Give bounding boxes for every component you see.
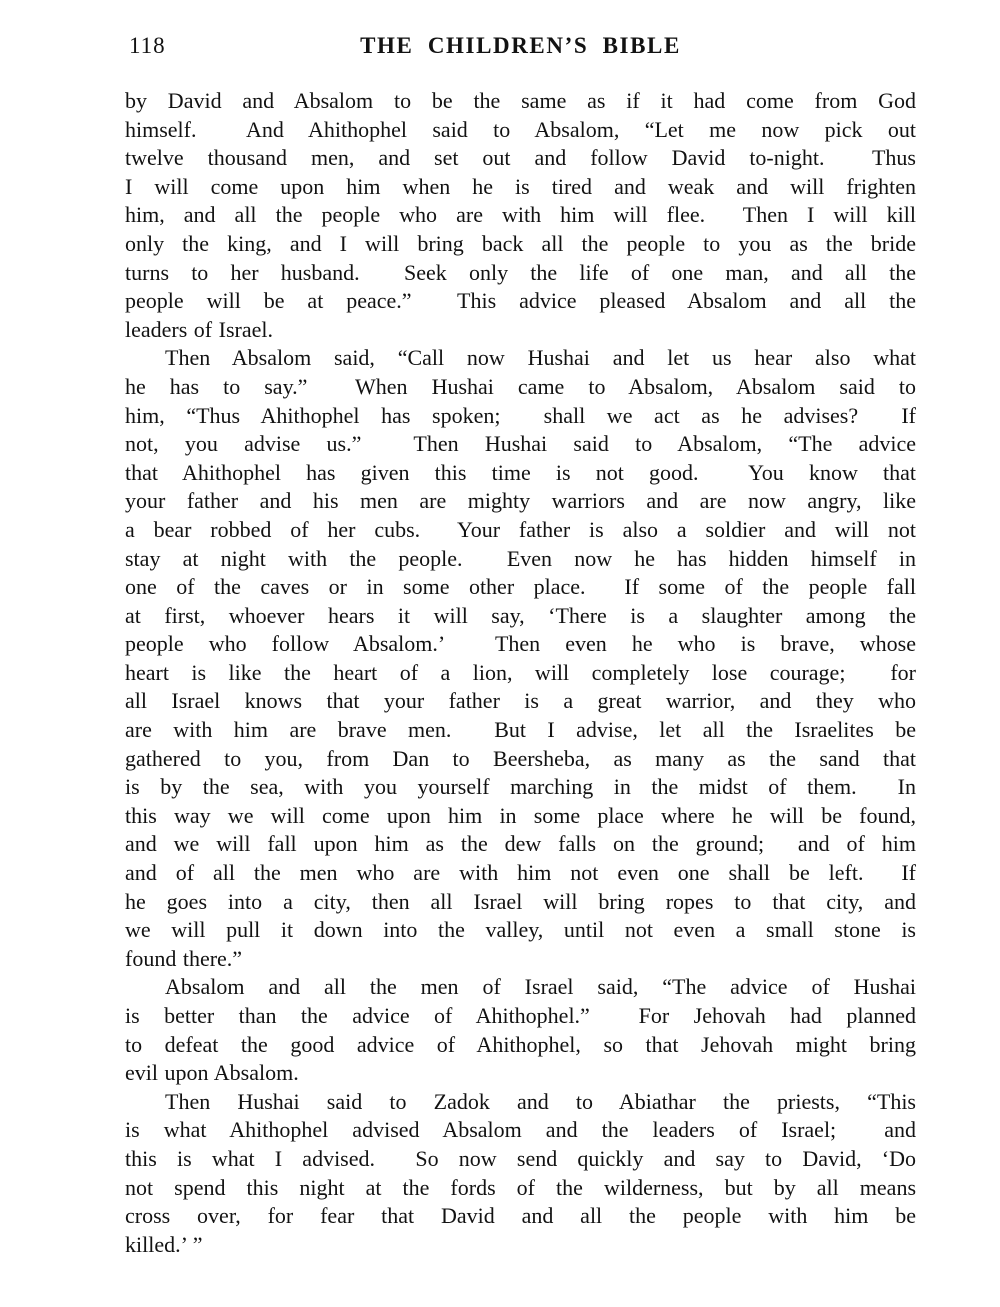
text-line: turns to her husband. Seek only the life of one man, and all the — [125, 259, 916, 285]
text-line: that Ahithophel has given this time is not good. You know that — [125, 459, 916, 485]
text-line: him, “Thus Ahithophel has spoken; shall we act as he advises? If — [125, 402, 916, 428]
text-line: I will come upon him when he is tired and weak and will frighten — [125, 173, 916, 199]
text-line: this is what I advised. So now send quickly and say to David, ‘Do — [125, 1145, 916, 1171]
text-line: Absalom and all the men of Israel said, “The advice of Hushai — [165, 974, 916, 1000]
text-line: him, and all the people who are with him will flee. Then I will kill — [125, 202, 916, 228]
text-line: and of all the men who are with him not even one shall be left. If — [125, 860, 916, 886]
text-line: are with him are brave men. But I advise, let all the Israelites be — [125, 717, 916, 743]
text-line: evil upon Absalom. — [125, 1060, 299, 1086]
paragraph — [125, 344, 916, 973]
text-line: only the king, and I will bring back all the people to you as the bride — [125, 230, 916, 256]
text-line: heart is like the heart of a lion, will completely lose courage; for — [125, 659, 916, 685]
text-line: stay at night with the people. Even now he has hidden himself in — [125, 545, 916, 571]
text-line: leaders of Israel. — [125, 316, 273, 342]
text-line: found there.” — [125, 945, 243, 971]
text-line: cross over, for fear that David and all the people with him be — [125, 1203, 916, 1229]
page-number: 118 — [129, 33, 166, 58]
text-line: your father and his men are mighty warriors and are now angry, like — [125, 488, 916, 514]
text-line: Then Absalom said, “Call now Hushai and let us hear also what — [165, 345, 916, 371]
text-line: himself. And Ahithophel said to Absalom, “Let me now pick out — [125, 116, 916, 142]
text-line: at first, whoever hears it will say, ‘There is a slaughter among the — [125, 602, 916, 628]
text-line: people will be at peace.” This advice pleased Absalom and all the — [125, 288, 916, 314]
text-line: this way we will come upon him in some place where he will be found, — [125, 802, 916, 828]
text-line: he has to say.” When Hushai came to Absalom, Absalom said to — [125, 373, 916, 399]
text-line: not spend this night at the fords of the wilderness, but by all means — [125, 1174, 916, 1200]
text-line: one of the caves or in some other place. If some of the people fall — [125, 574, 916, 600]
text-line: is better than the advice of Ahithophel.” For Jehovah had planned — [125, 1003, 916, 1028]
text-line: not, you advise us.” Then Hushai said to Absalom, “The advice — [125, 431, 916, 457]
text-line: gathered to you, from Dan to Beersheba, as many as the sand that — [125, 745, 916, 771]
text-line: Then Hushai said to Zadok and to Abiathar the priests, “This — [165, 1088, 916, 1114]
text-line: is what Ahithophel advised Absalom and the leaders of Israel; and — [125, 1117, 916, 1143]
text-line: twelve thousand men, and set out and follow David to-night. Thus — [125, 145, 916, 171]
text-line: by David and Absalom to be the same as if it had come from God — [125, 88, 916, 113]
running-head — [125, 31, 916, 61]
text-line: killed.’ ” — [125, 1231, 203, 1257]
page-title: THE CHILDREN’S BIBLE — [360, 33, 681, 58]
text-line: he goes into a city, then all Israel will bring ropes to that city, and — [125, 888, 916, 914]
paragraph — [125, 87, 916, 344]
text-line: we will pull it down into the valley, until not even a small stone is — [125, 917, 916, 943]
text-line: is by the sea, with you yourself marching in the midst of them. In — [125, 774, 916, 800]
text-line: and we will fall upon him as the dew falls on the ground; and of him — [125, 831, 916, 857]
paragraph — [125, 973, 916, 1087]
body-text — [125, 87, 916, 1259]
text-line: to defeat the good advice of Ahithophel, so that Jehovah might bring — [125, 1031, 916, 1057]
text-line: people who follow Absalom.’ Then even he who is brave, whose — [125, 631, 916, 657]
text-line: all Israel knows that your father is a great warrior, and they who — [125, 688, 916, 714]
text-line: a bear robbed of her cubs. Your father is also a soldier and will not — [125, 516, 916, 542]
paragraph — [125, 1088, 916, 1260]
